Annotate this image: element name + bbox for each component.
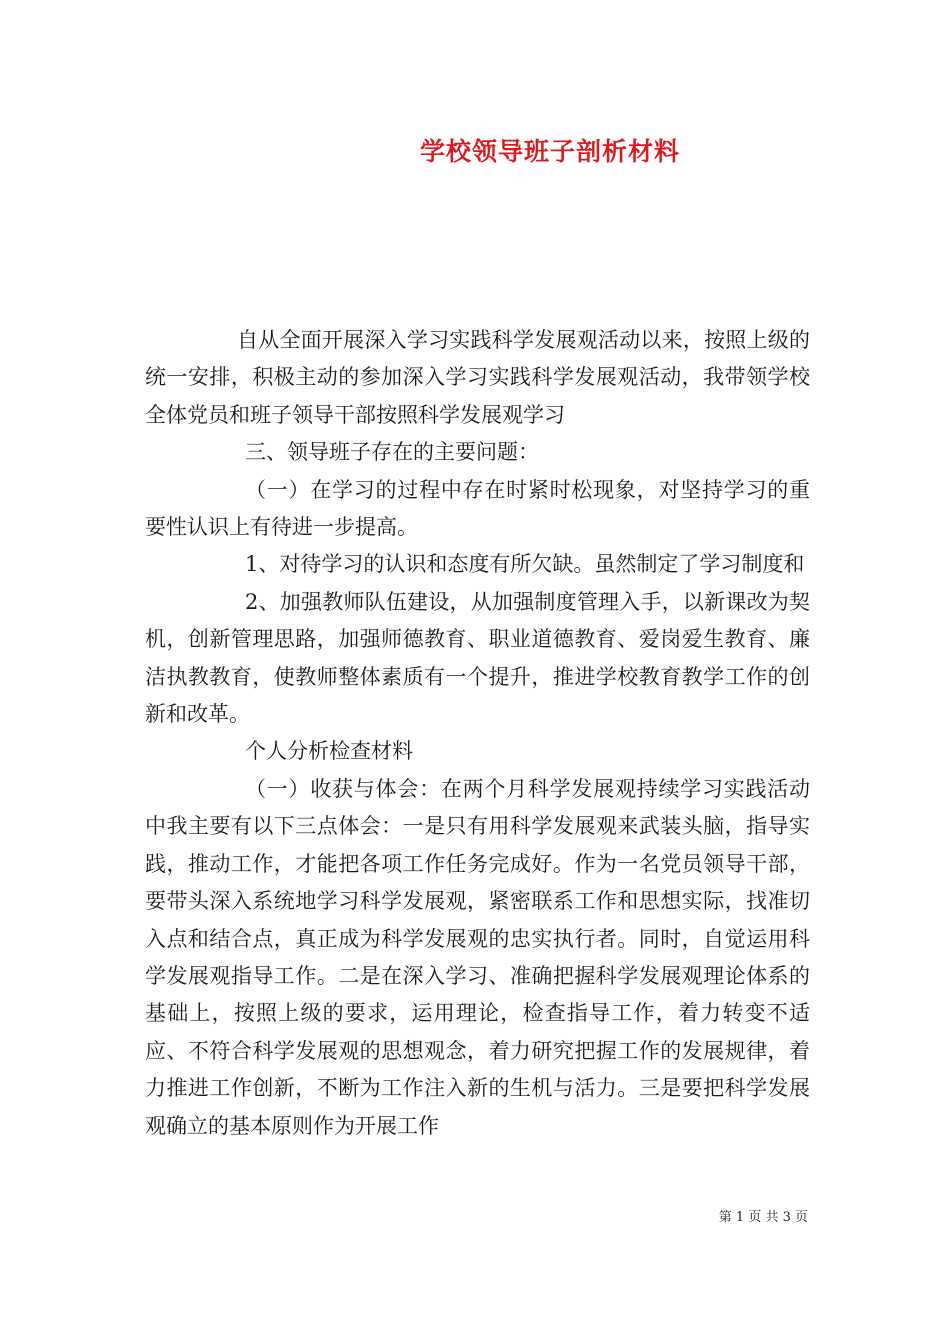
- document-body: [145, 322, 810, 1145]
- paragraph-intro: 自从全面开展深入学习实践科学发展观活动以来，按照上级的统一安排，积极主动的参加深入学习实践科学发展观活动，我带领学校全体党员和班子领导干部按照科学发展观学习: [145, 328, 810, 427]
- document-title: 学校领导班子剖析材料: [419, 137, 680, 166]
- section-heading-personal: 个人分析检查材料: [245, 739, 413, 764]
- page-number-footer: 第 1 页 共 3 页: [718, 1210, 808, 1225]
- section-heading-problems: 三、领导班子存在的主要问题：: [245, 440, 539, 465]
- paragraph-item-1: 1、对待学习的认识和态度有所欠缺。虽然制定了学习制度和: [245, 552, 805, 577]
- paragraph-problem-1: （一）在学习的过程中存在时紧时松现象，对坚持学习的重要性认识上有待进一步提高。: [145, 477, 810, 540]
- paragraph-gains: （一）收获与体会：在两个月科学发展观持续学习实践活动中我主要有以下三点体会：一是只有用科学发展观来武装头脑，指导实践，推动工作，才能把各项工作任务完成好。作为一名党员领导干部，要带头深入系统地学习科学发展观，紧密联系工作和思想实际，找准切入点和结合点，真正成为科学发展观的忠实执行者。同时，自觉运用科学发展观指导工作。二是在深入学习、准确把握科学发展观理论体系的基础上，按照上级的要求，运用理论，检查指导工作，着力转变不适应、不符合科学发展观的思想观念，着力研究把握工作的发展规律，着力推进工作创新，不断为工作注入新的生机与活力。三是要把科学发展观确立的基本原则作为开展工作: [145, 776, 810, 1138]
- paragraph-item-2: 2、加强教师队伍建设，从加强制度管理入手，以新课改为契机，创新管理思路，加强师德教育、职业道德教育、爱岗爱生教育、廉洁执教教育，使教师整体素质有一个提升，推进学校教育教学工作的创新和改革。: [145, 589, 810, 727]
